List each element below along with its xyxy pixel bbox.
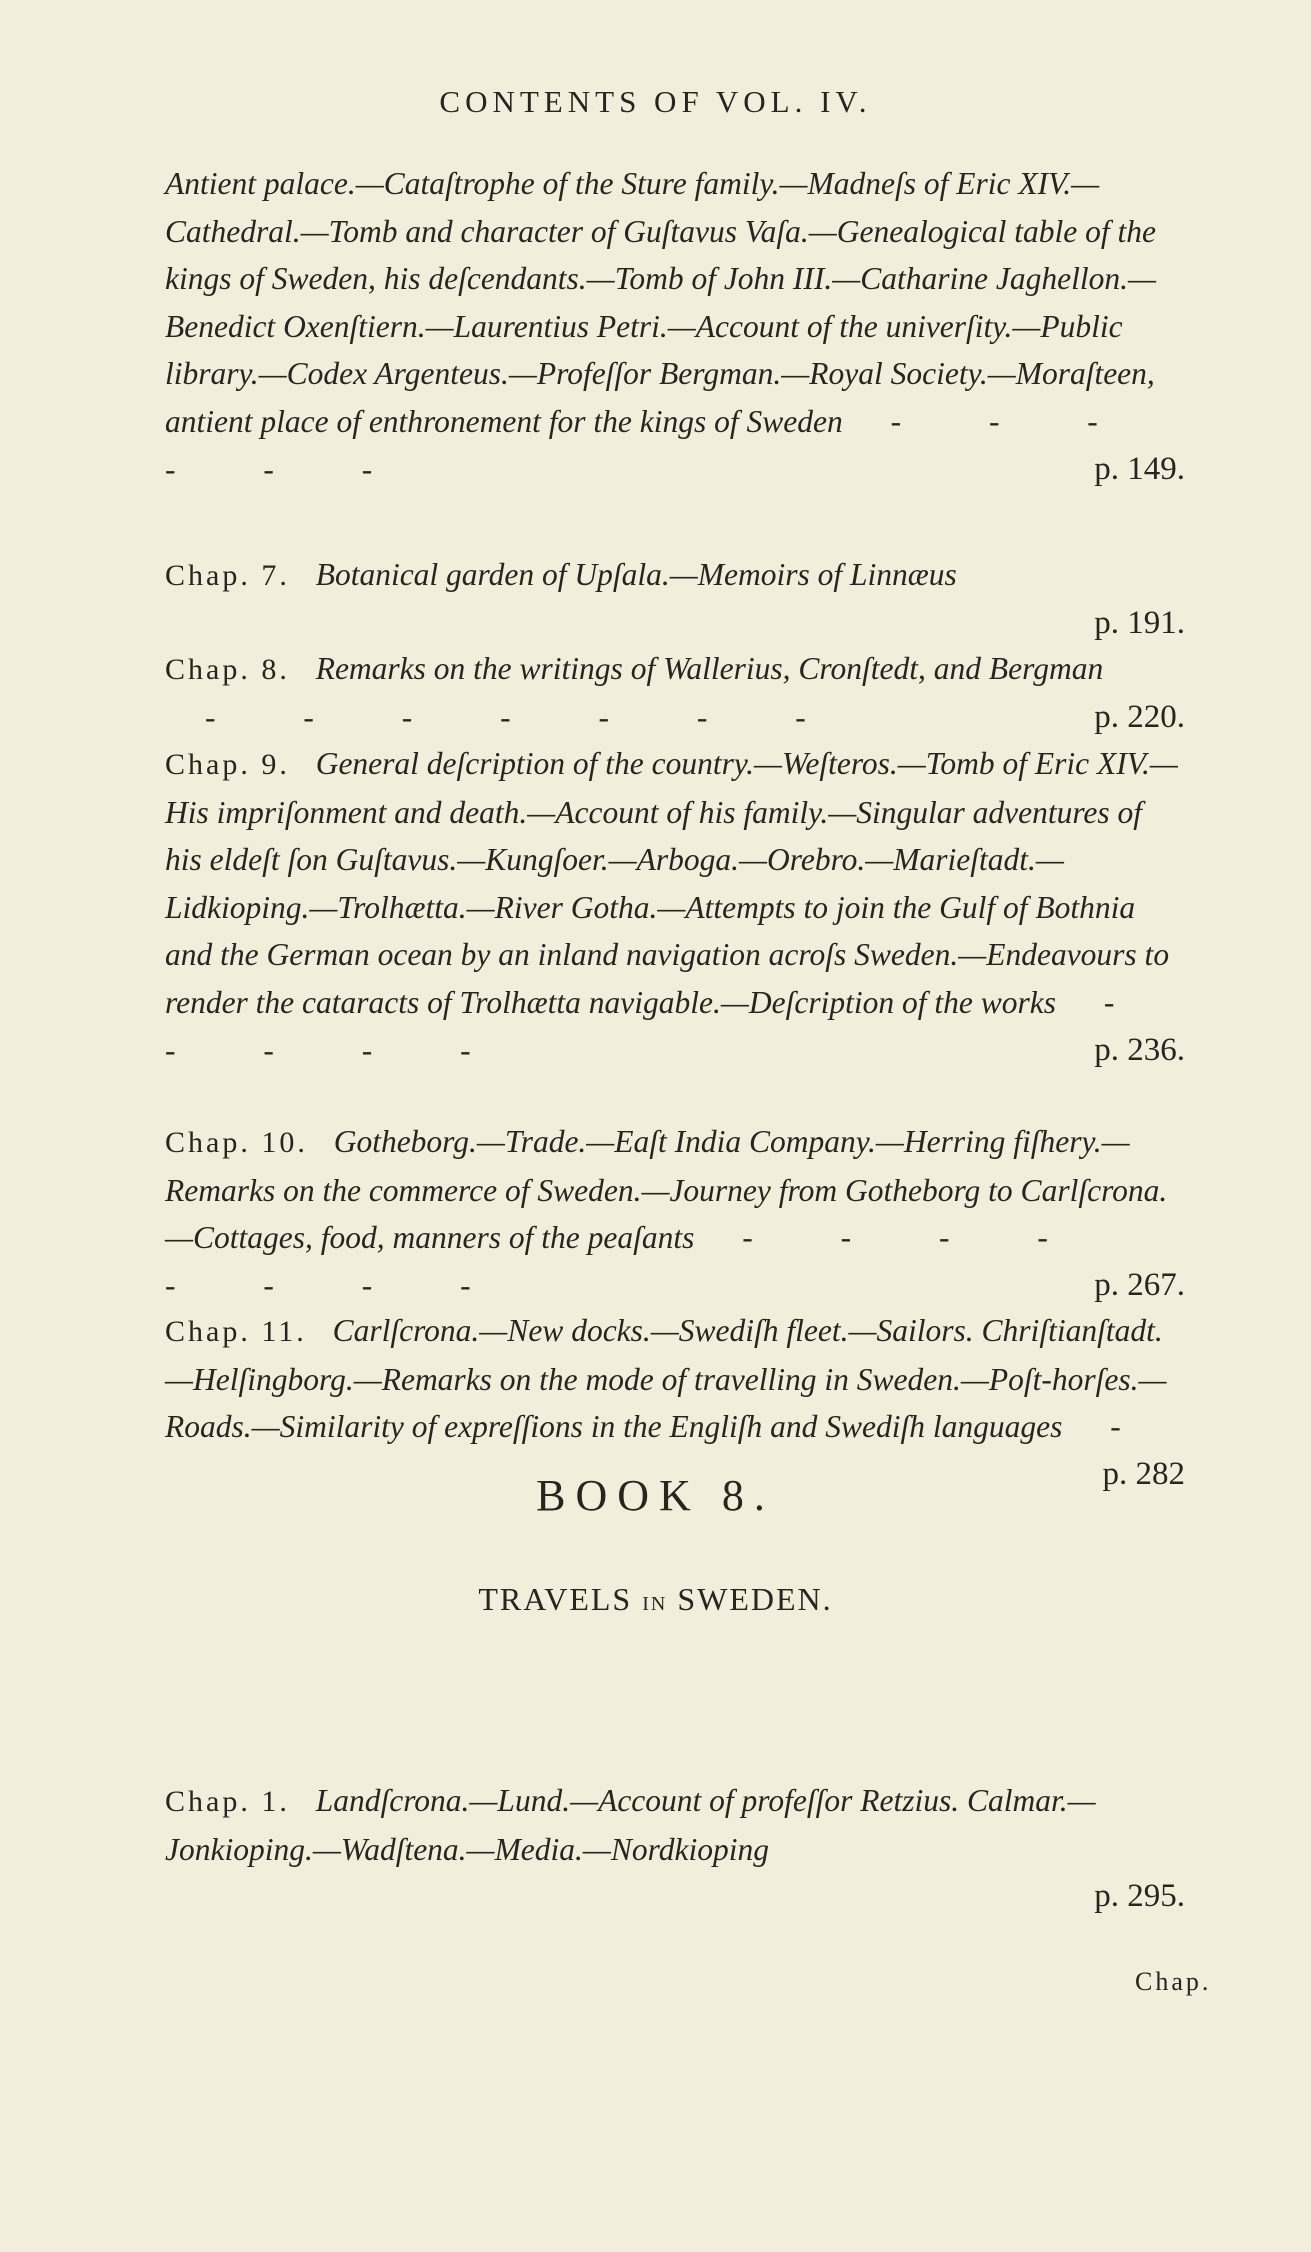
entry-text: Botanical garden of Upſala.—Memoirs of Linnæus xyxy=(315,557,957,592)
catchword: Chap. xyxy=(1135,1967,1212,1996)
chapter-label: Chap. 9. xyxy=(165,748,290,781)
chapter-label: Chap. 11. xyxy=(165,1315,307,1348)
contents-entry-book8-chap-1 xyxy=(165,1777,1185,1921)
chapter-label: Chap. 8. xyxy=(165,653,290,686)
page-reference: p. 191. xyxy=(1094,604,1185,641)
contents-entry-chap-10: Chap. 10. Gotheborg.—Trade.—Eaſt India Company.—Herring fiſhery.—Remarks on the commerce of Sweden.—Journey from Gotheborg to Carlſcrona.—Cottages, food, manners of the peaſants - - - - - - - - p. 267. xyxy=(165,1118,1185,1309)
entry-text: Landſcrona.—Lund.—Account of profeſſor Retzius. Calmar.—Jonkioping.—Wadſtena.—Media.—Nordkioping xyxy=(165,1783,1096,1867)
chapter-label: Chap. 10. xyxy=(165,1126,308,1159)
book-subtitle-in: IN xyxy=(642,1593,668,1615)
contents-entry-chap-11: Chap. 11. Carlſcrona.—New docks.—Swediſh fleet.—Sailors. Chriſtianſtadt.—Helſingborg.—Remarks on the mode of travelling in Sweden.—Poſt-horſes.—Roads.—Similarity of expreſſions in the Engliſh and Swediſh languages - p. 282 xyxy=(165,1307,1185,1498)
entry-text: Gotheborg.—Trade.—Eaſt India Company.—Herring fiſhery.—Remarks on the commerce of Sweden.—Journey from Gotheborg to Carlſcrona.—Cottages, food, manners of the peaſants xyxy=(165,1124,1168,1256)
book-subtitle-a: TRAVELS xyxy=(478,1581,633,1617)
contents-entry-chap-9: Chap. 9. General deſcription of the country.—Weſteros.—Tomb of Eric XIV.—His impriſonment and death.—Account of his family.—Singular adventures of his eldeſt ſon Guſtavus.—Kungſoer.—Arboga.—Orebro.—Marieſtadt.—Lidkioping.—Trolhætta.—River Gotha.—Attempts to join the Gulf of Bothnia and the German ocean by an inland navigation acroſs Sweden.—Endeavours to render the cataracts of Trolhætta navigable.—Deſcription of the works - - - - - p. 236. xyxy=(165,740,1185,1074)
contents-entry-chap-7 xyxy=(165,551,1185,647)
running-header: CONTENTS OF VOL. IV. xyxy=(439,84,872,119)
chapter-label: Chap. 1. xyxy=(165,1785,290,1818)
entry-text: Antient palace.—Cataſtrophe of the Sture family.—Madneſs of Eric XIV.—Cathedral.—Tomb and character of Guſtavus Vaſa.—Genealogical table of the kings of Sweden, his deſcendants.—Tomb of John III.—Catharine Jaghellon.—Benedict Oxenſtiern.—Laurentius Petri.—Account of the univerſity.—Public library.—Codex Argenteus.—Profeſſor Bergman.—Royal Society.—Moraſteen, antient place of enthronement for the kings of Sweden xyxy=(165,166,1157,439)
chapter-label: Chap. 7. xyxy=(165,559,290,592)
book-title: BOOK 8. xyxy=(536,1471,775,1520)
contents-entry-continued: Antient palace.—Cataſtrophe of the Sture family.—Madneſs of Eric XIV.—Cathedral.—Tomb and character of Guſtavus Vaſa.—Genealogical table of the kings of Sweden, his deſcendants.—Tomb of John III.—Catharine Jaghellon.—Benedict Oxenſtiern.—Laurentius Petri.—Account of the univerſity.—Public library.—Codex Argenteus.—Profeſſor Bergman.—Royal Society.—Moraſteen, antient place of enthronement for the kings of Sweden - - - - - - p. 149. xyxy=(165,160,1185,493)
page-reference: p. 220. xyxy=(1094,698,1185,735)
page-reference: p. 282 xyxy=(1102,1455,1185,1492)
entry-text: General deſcription of the country.—Weſteros.—Tomb of Eric XIV.—His impriſonment and death.—Account of his family.—Singular adventures of his eldeſt ſon Guſtavus.—Kungſoer.—Arboga.—Orebro.—Marieſtadt.—Lidkioping.—Trolhætta.—River Gotha.—Attempts to join the Gulf of Bothnia and the German ocean by an inland navigation acroſs Sweden.—Endeavours to render the cataracts of Trolhætta navigable.—Deſcription of the works xyxy=(165,746,1178,1020)
page-reference: p. 236. xyxy=(1094,1031,1185,1068)
entry-text: Remarks on the writings of Wallerius, Cronſtedt, and Bergman xyxy=(315,651,1104,686)
page-reference: p. 295. xyxy=(1094,1878,1185,1915)
page-reference: p. 267. xyxy=(1094,1266,1185,1303)
contents-entry-chap-8: Chap. 8. Remarks on the writings of Wallerius, Cronſtedt, and Bergman - - - - - - - p. 220. xyxy=(165,645,1185,741)
book-subtitle-b: SWEDEN. xyxy=(677,1581,833,1617)
entry-text: Carlſcrona.—New docks.—Swediſh fleet.—Sailors. Chriſtianſtadt.—Helſingborg.—Remarks on the mode of travelling in Sweden.—Poſt-horſes.—Roads.—Similarity of expreſſions in the Engliſh and Swediſh languages xyxy=(165,1313,1167,1445)
book-subtitle xyxy=(0,1581,1311,1618)
page-reference: p. 149. xyxy=(1094,450,1185,487)
